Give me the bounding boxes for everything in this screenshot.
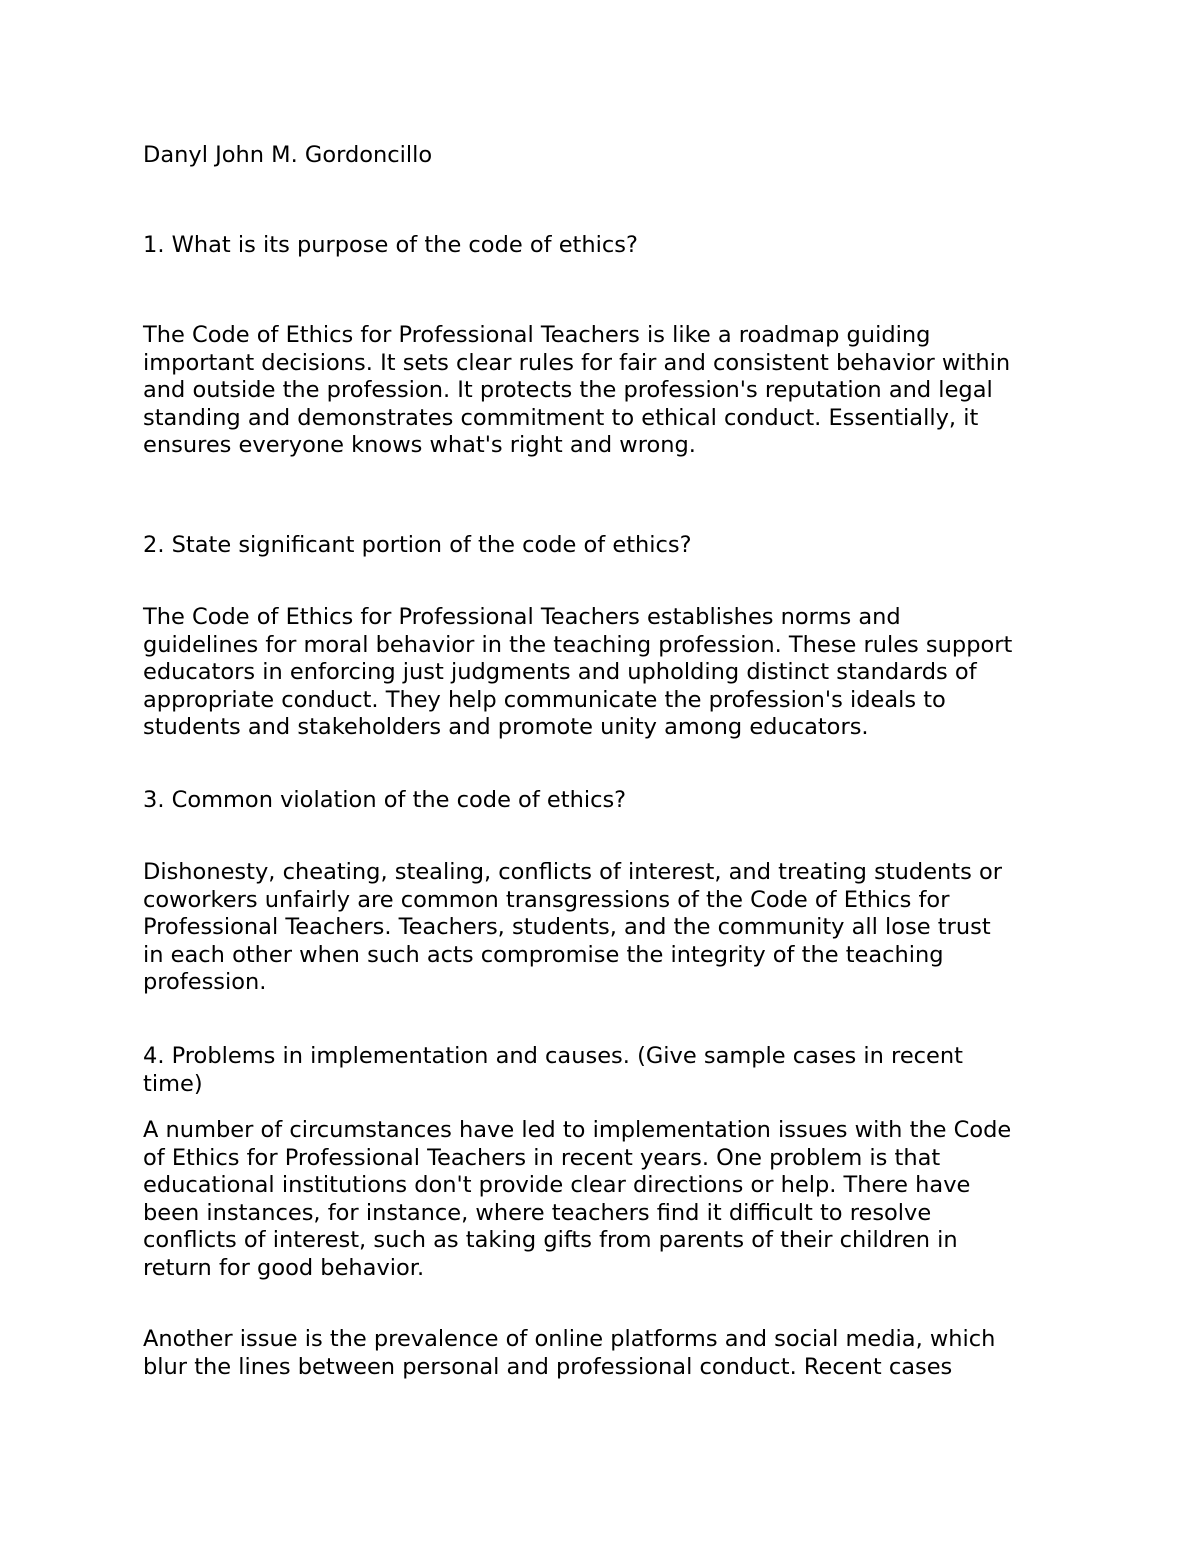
author-name: Danyl John M. Gordoncillo [143, 142, 433, 168]
question-4 [143, 1043, 1063, 1098]
answer-2-line: appropriate conduct. They help communicate the profession's ideals to [143, 686, 946, 713]
answer-4-line: return for good behavior. [143, 1254, 425, 1281]
answer-4 [143, 1117, 1063, 1282]
question-4-line: 4. Problems in implementation and causes. (Give sample cases in recent [143, 1043, 963, 1069]
answer-4-line: of Ethics for Professional Teachers in recent years. One problem is that [143, 1144, 941, 1171]
answer-1-line: important decisions. It sets clear rules for fair and consistent behavior within [143, 349, 1011, 376]
answer-1-line: The Code of Ethics for Professional Teachers is like a roadmap guiding [143, 322, 931, 348]
answer-2-line: guidelines for moral behavior in the teaching profession. These rules support [143, 631, 1013, 658]
question-4-line: time) [143, 1070, 203, 1097]
answer-4-line: educational institutions don't provide clear directions or help. There have [143, 1172, 971, 1198]
answer-2-line: students and stakeholders and promote unity among educators. [143, 714, 869, 740]
answer-4-continued-line: blur the lines between personal and professional conduct. Recent cases [143, 1353, 953, 1380]
answer-3-line: profession. [143, 969, 267, 995]
answer-4-continued [143, 1326, 1063, 1381]
answer-3-line: coworkers unfairly are common transgressions of the Code of Ethics for [143, 886, 950, 913]
answer-1-line: and outside the profession. It protects the profession's reputation and legal [143, 377, 993, 403]
question-3: 3. Common violation of the code of ethics? [143, 787, 627, 813]
answer-3-line: in each other when such acts compromise the integrity of the teaching [143, 941, 944, 968]
answer-1-line: ensures everyone knows what's right and wrong. [143, 432, 696, 458]
answer-4-continued-line: Another issue is the prevalence of online platforms and social media, which [143, 1326, 996, 1352]
answer-4-line: conflicts of interest, such as taking gifts from parents of their children in [143, 1227, 958, 1253]
answer-3 [143, 859, 1063, 997]
answer-3-line: Professional Teachers. Teachers, students, and the community all lose trust [143, 914, 991, 940]
answer-4-line: been instances, for instance, where teachers find it difficult to resolve [143, 1199, 932, 1226]
question-2: 2. State significant portion of the code of ethics? [143, 532, 692, 558]
answer-3-line: Dishonesty, cheating, stealing, conflicts of interest, and treating students or [143, 859, 1003, 885]
answer-1 [143, 322, 1063, 460]
answer-4-line: A number of circumstances have led to implementation issues with the Code [143, 1117, 1012, 1143]
answer-1-line: standing and demonstrates commitment to ethical conduct. Essentially, it [143, 404, 979, 431]
answer-2-line: The Code of Ethics for Professional Teachers establishes norms and [143, 604, 901, 630]
answer-2-line: educators in enforcing just judgments and upholding distinct standards of [143, 659, 977, 685]
answer-2 [143, 604, 1063, 742]
question-1: 1. What is its purpose of the code of ethics? [143, 232, 638, 258]
